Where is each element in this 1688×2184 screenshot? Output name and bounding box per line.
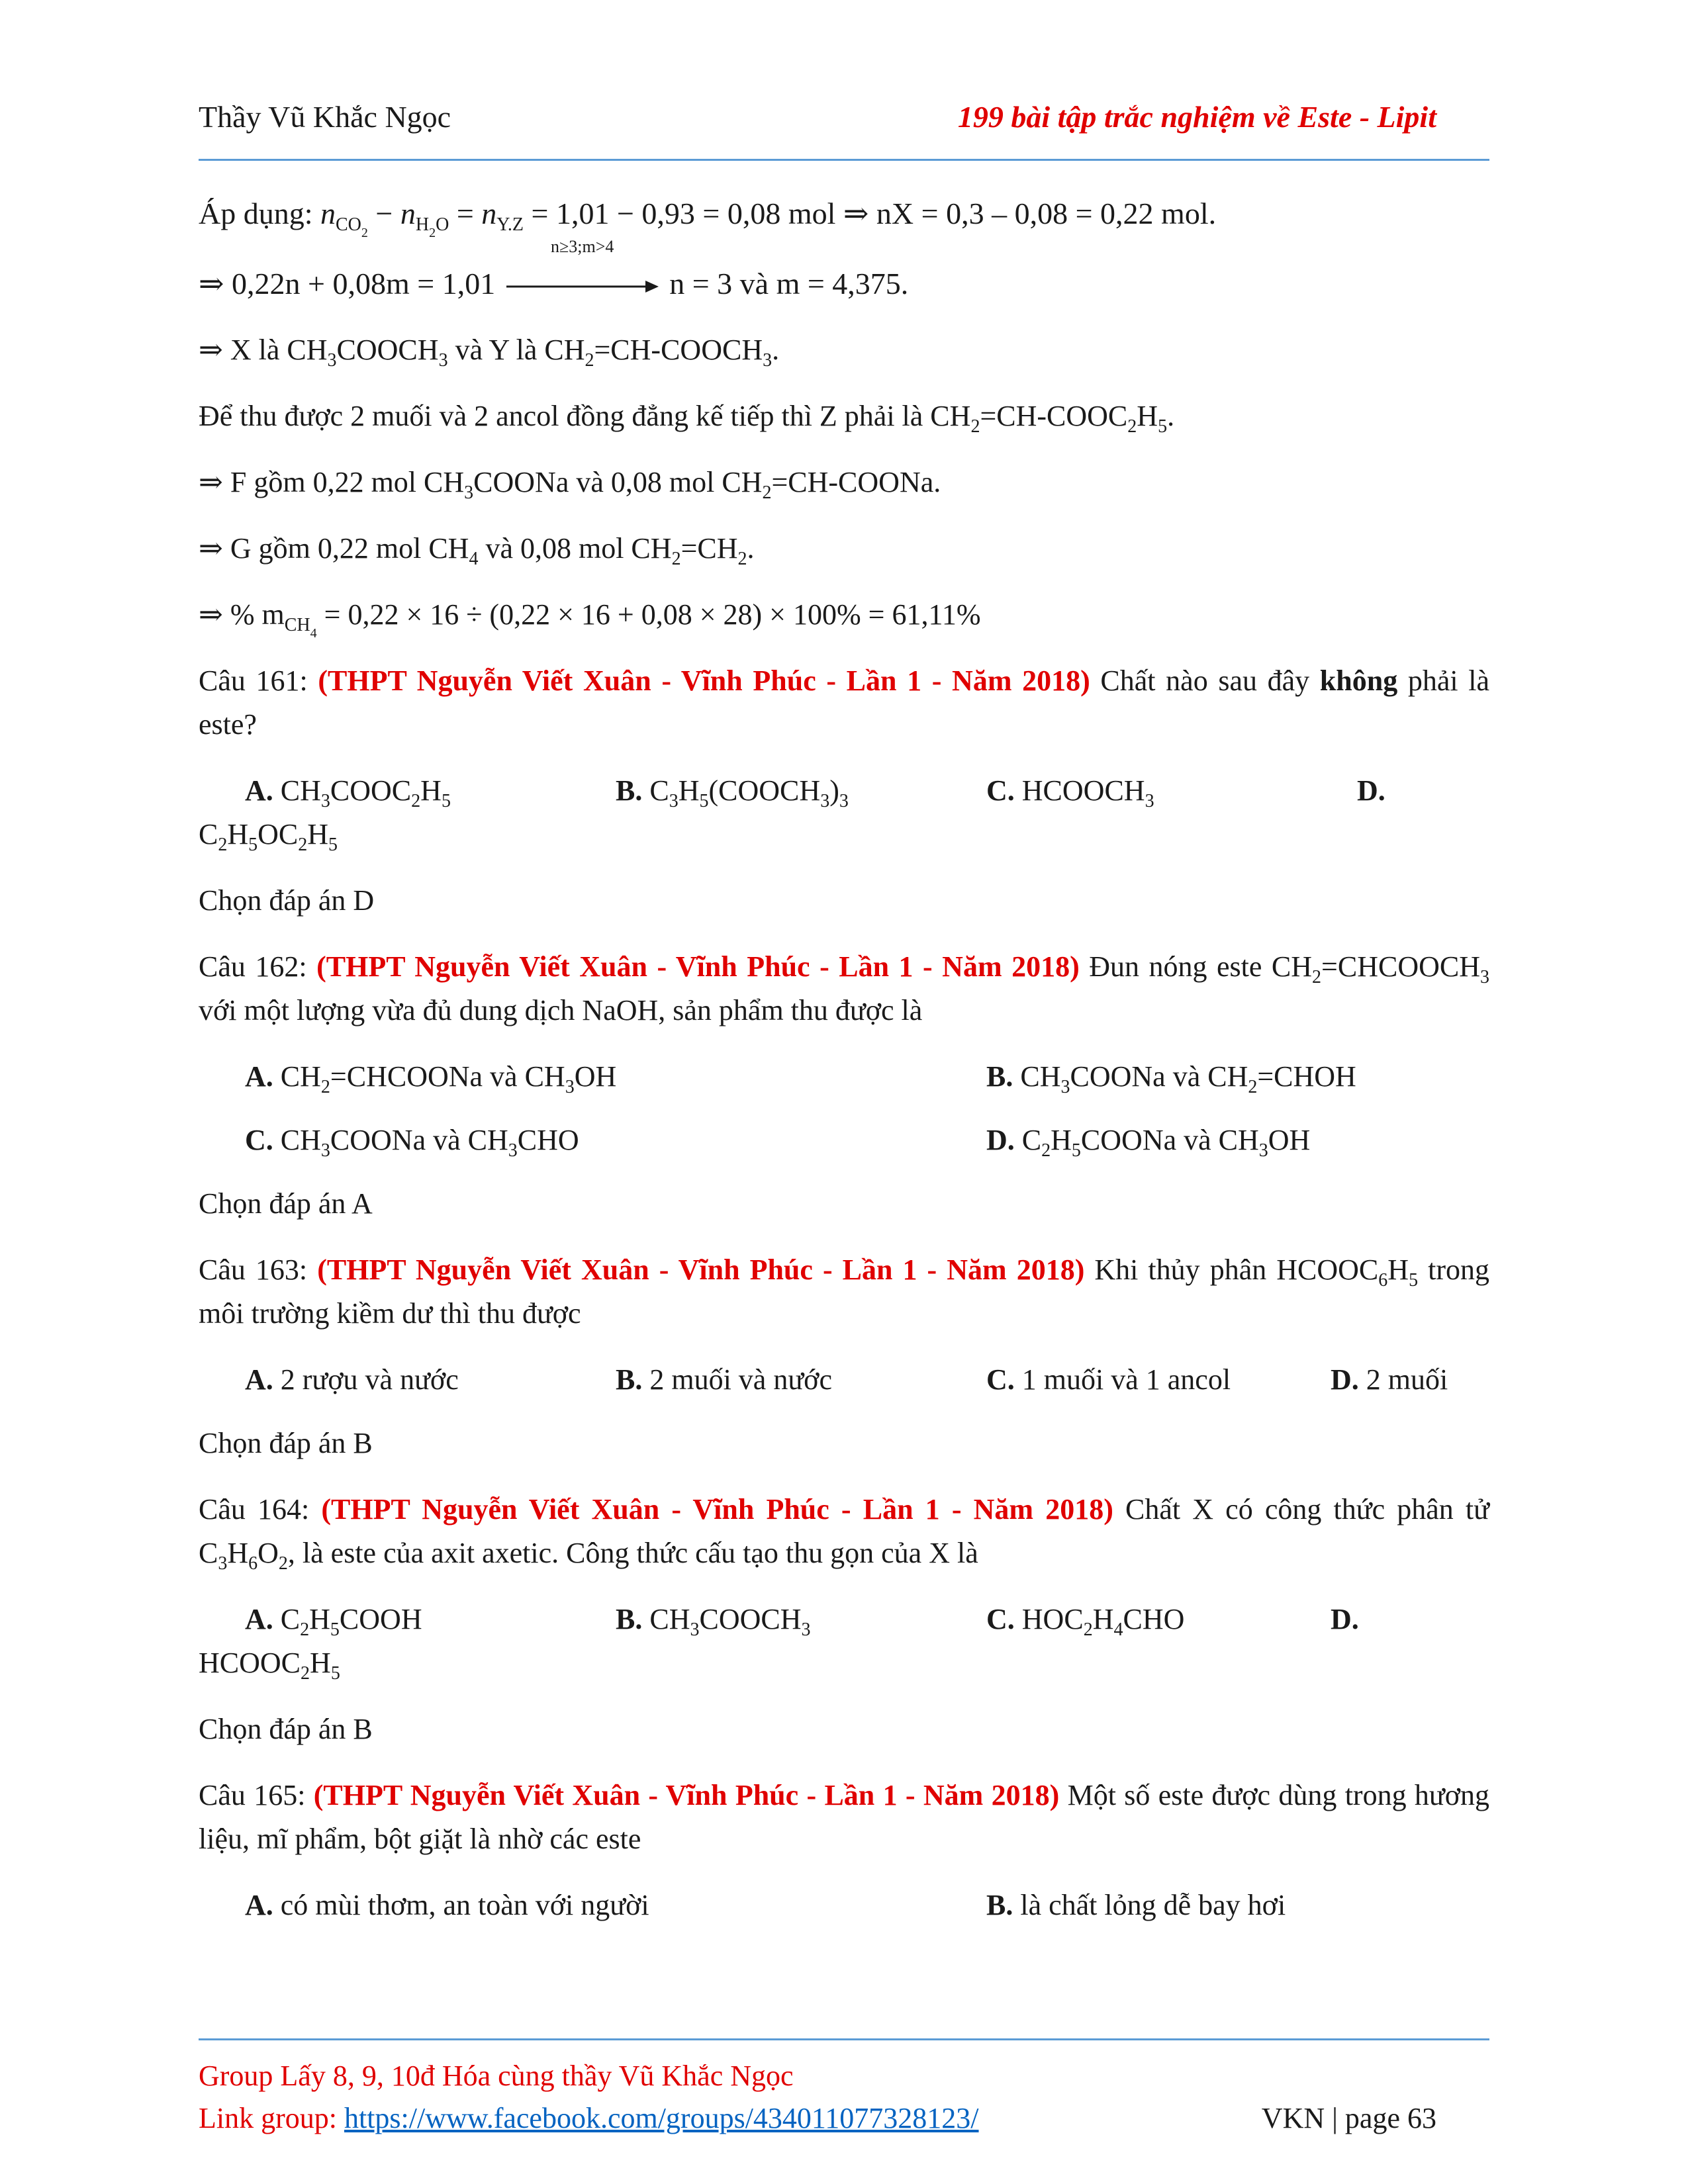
options-165 <box>199 1884 1489 1927</box>
footer-link-label: Link group: <box>199 2102 337 2134</box>
question-number: Câu 165: <box>199 1779 306 1811</box>
footer-group: Group Lấy 8, 9, 10đ Hóa cùng thầy Vũ Khắc Ngọc <box>199 2060 794 2092</box>
question-number: Câu 164: <box>199 1493 310 1525</box>
question-number: Câu 161: <box>199 664 308 697</box>
options-161 <box>199 769 1489 856</box>
option-a[interactable]: A. 2 rượu và nước <box>245 1363 459 1396</box>
solution-apply-line <box>199 192 1489 240</box>
solution-equation-2 <box>199 237 1489 306</box>
answer-163: Chọn đáp án B <box>199 1427 373 1459</box>
answer-162: Chọn đáp án A <box>199 1187 373 1220</box>
document-body <box>199 192 1489 1947</box>
eq2-right: n = 3 và m = 4,375. <box>669 267 909 300</box>
header-author: Thầy Vũ Khắc Ngọc <box>199 100 451 134</box>
implies-arrow <box>503 237 662 306</box>
page-number: VKN | page 63 <box>1261 2102 1436 2134</box>
option-a[interactable]: A. $CH_2=CHCOONa$ và $CH_3OH$ <box>245 1060 617 1097</box>
header-title: 199 bài tập trắc nghiệm về Este - Lipit <box>957 100 1436 134</box>
question-162: Câu 162: (THPT Nguyễn Viết Xuân - Vĩnh Phúc - Lần 1 - Năm 2018) Đun nóng este $CH_2=CHCOOCH_3$ với một lượng vừa đủ dung dịch NaOH, sản phẩm thu được là <box>199 950 1489 1026</box>
option-c[interactable]: C. 1 muối và 1 ancol <box>986 1363 1231 1396</box>
apply-tail: mol ⇒ nX = 0,3 – 0,08 = 0,22 mol. <box>788 197 1217 230</box>
eq2-left: ⇒ 0,22n + 0,08m = 1,01 <box>199 267 496 300</box>
solution-line-6: ⇒ G gồm 0,22 mol $CH_4$ và 0,08 mol $CH_2=CH_2$. <box>199 532 755 569</box>
option-d[interactable]: D. <box>1331 1603 1359 1635</box>
solution-line-4: Để thu được 2 muối và 2 ancol đồng đẳng kế tiếp thì Z phải là $CH_2=CH-COOC_2H_5$. <box>199 400 1175 437</box>
option-b[interactable]: B. $C_3H_5(COOCH_3)_3$ <box>616 774 849 811</box>
question-source: (THPT Nguyễn Viết Xuân - Vĩnh Phúc - Lần 1 - Năm 2018) <box>313 1779 1060 1811</box>
facebook-group-link[interactable]: https://www.facebook.com/groups/434011077328123/ <box>344 2102 979 2134</box>
answer-164: Chọn đáp án B <box>199 1713 373 1745</box>
option-c[interactable]: C. $HCOOCH_3$ <box>986 774 1154 811</box>
option-b[interactable]: B. $CH_3COOCH_3$ <box>616 1603 811 1640</box>
option-a[interactable]: A. $CH_3COOC_2H_5$ <box>245 774 451 811</box>
options-164 <box>199 1598 1489 1685</box>
page-header <box>199 93 1489 152</box>
apply-label: Áp dụng: <box>199 197 313 230</box>
options-163 <box>199 1358 1489 1402</box>
solution-line-3: ⇒ X là $CH_3COOCH_3$ và Y là $CH_2=CH-COOCH_3$. <box>199 334 780 371</box>
solution-line-5: ⇒ F gồm 0,22 mol $CH_3COONa$ và 0,08 mol $CH_2=CH$-COONa. <box>199 466 941 503</box>
option-b[interactable]: B. $CH_3COONa$ và $CH_2=CHOH$ <box>986 1060 1356 1097</box>
options-162-row2 <box>199 1118 1489 1162</box>
arrow-icon <box>506 277 659 296</box>
option-c[interactable]: C. $CH_3COONa$ và $CH_3CHO$ <box>245 1124 579 1161</box>
header-divider <box>199 159 1489 161</box>
options-162-row1 <box>199 1055 1489 1099</box>
option-c[interactable]: C. $HOC_2H_4CHO$ <box>986 1603 1185 1640</box>
solution-line-7: ⇒ % $m_{CH_4} = 0,22 \times 16 \div (0,22 \times 16 + 0,08 \times 28) \times 100\% = 61,11\%$ <box>199 598 981 641</box>
option-a[interactable]: A. $C_2H_5COOH$ <box>245 1603 422 1640</box>
page-footer <box>199 2055 1489 2140</box>
option-b[interactable]: B. 2 muối và nước <box>616 1363 832 1396</box>
question-source: (THPT Nguyễn Viết Xuân - Vĩnh Phúc - Lần 1 - Năm 2018) <box>316 950 1080 983</box>
option-b[interactable]: B. là chất lỏng dễ bay hơi <box>986 1889 1286 1921</box>
question-text: Một số este được dùng trong hương liệu, mĩ phẩm, bột giặt là nhờ các este <box>199 1779 1490 1855</box>
option-a[interactable]: A. có mùi thơm, an toàn với người <box>245 1889 649 1921</box>
question-number: Câu 163: <box>199 1253 308 1286</box>
question-163: Câu 163: (THPT Nguyễn Viết Xuân - Vĩnh Phúc - Lần 1 - Năm 2018) Khi thủy phân $HCOOC_6H_5$ trong môi trường kiềm dư thì thu được <box>199 1253 1489 1330</box>
question-source: (THPT Nguyễn Viết Xuân - Vĩnh Phúc - Lần 1 - Năm 2018) <box>317 1253 1085 1286</box>
option-d-formula: $HCOOC_2H_5$ <box>199 1647 340 1684</box>
eq2-condition: n≥3;m>4 <box>551 237 614 256</box>
footer-divider <box>199 2038 1489 2040</box>
question-source: (THPT Nguyễn Viết Xuân - Vĩnh Phúc - Lần 1 - Năm 2018) <box>318 664 1090 697</box>
option-d[interactable]: D. 2 muối <box>1331 1363 1448 1396</box>
answer-161: Chọn đáp án D <box>199 884 375 917</box>
question-number: Câu 162: <box>199 950 307 983</box>
option-d-formula: $C_2H_5OC_2H_5$ <box>199 818 338 855</box>
option-d[interactable]: D. $C_2H_5COONa$ và $CH_3OH$ <box>986 1124 1311 1161</box>
question-source: (THPT Nguyễn Viết Xuân - Vĩnh Phúc - Lần 1 - Năm 2018) <box>321 1493 1113 1525</box>
option-d[interactable]: D. <box>1357 774 1385 807</box>
question-161: Câu 161: (THPT Nguyễn Viết Xuân - Vĩnh Phúc - Lần 1 - Năm 2018) Chất nào sau đây không phải là este? <box>199 664 1490 741</box>
apply-equation: $n_{CO_2} - n_{H_2O} = n_{Y.Z} = 1,01 - 0,93 = 0,08$ <box>320 197 788 240</box>
question-164: Câu 164: (THPT Nguyễn Viết Xuân - Vĩnh Phúc - Lần 1 - Năm 2018) Chất X có công thức phân tử $C_3H_6O_2$, là este của axit axetic. Công thức cấu tạo thu gọn của X là <box>199 1493 1490 1574</box>
question-165 <box>199 1774 1489 1861</box>
